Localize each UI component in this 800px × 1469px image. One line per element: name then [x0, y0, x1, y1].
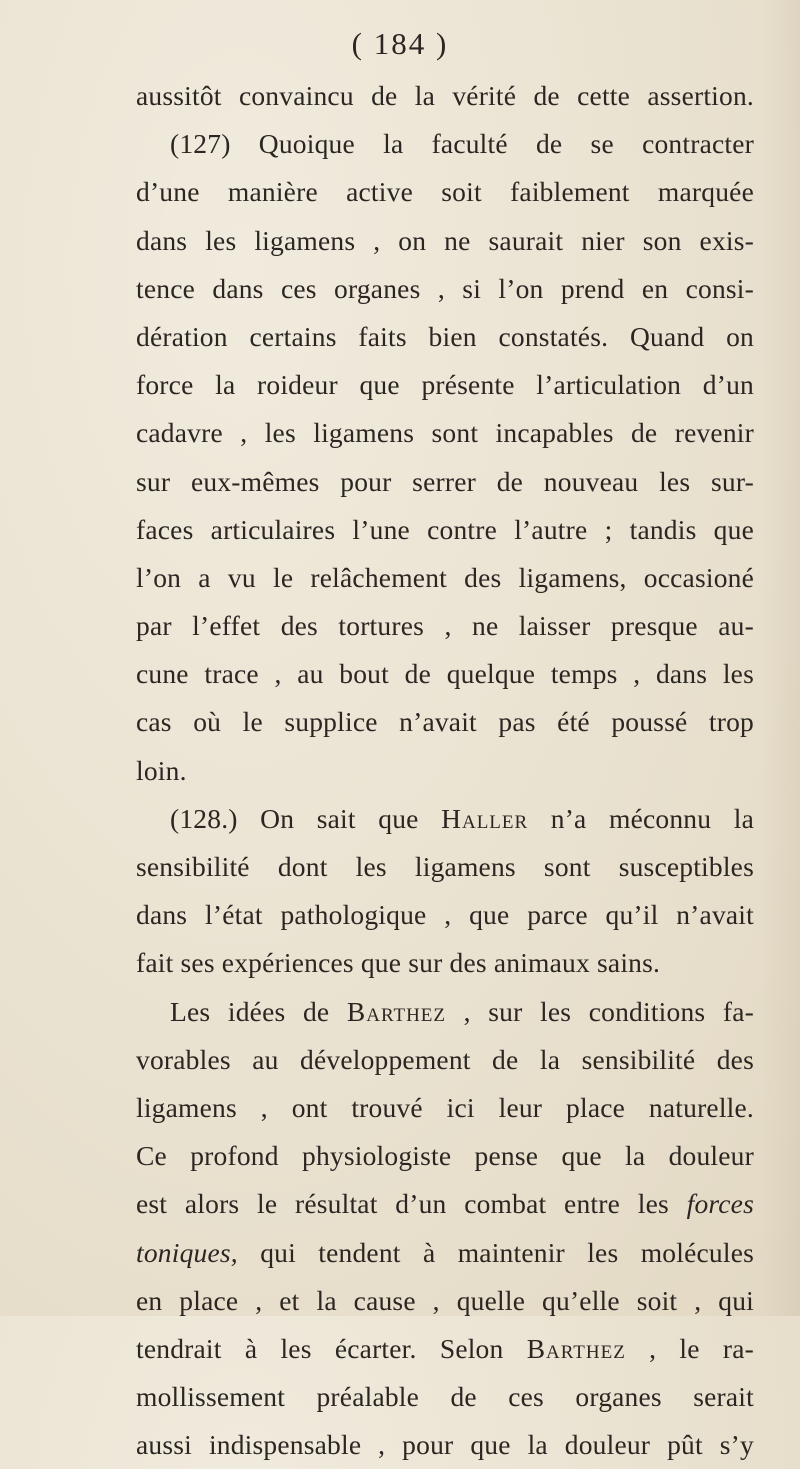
- italic-term: toniques,: [136, 1236, 238, 1268]
- text-line: [136, 795, 754, 843]
- italic-term: forces: [686, 1188, 754, 1220]
- author-name: Haller: [441, 802, 529, 834]
- text-segment: n’a méconnu la: [528, 802, 754, 834]
- text-segment: cune trace , au bout de quelque temps , dans les: [136, 658, 754, 690]
- text-segment: , sur les conditions fa-: [446, 995, 754, 1027]
- author-name: Barthez: [526, 1332, 626, 1364]
- text-segment: sensibilité dont les ligamens sont susceptibles: [136, 851, 754, 882]
- text-line: [136, 506, 754, 554]
- text-line: [136, 939, 754, 987]
- text-segment: dans les ligamens , on ne saurait nier son exis-: [136, 224, 754, 256]
- body-text: [136, 72, 754, 1469]
- text-segment: cas où le supplice n’avait pas été poussé trop: [136, 706, 754, 738]
- text-line: [136, 650, 754, 698]
- text-line: [136, 168, 754, 216]
- text-segment: d’une manière active soit faiblement marquée: [136, 176, 754, 208]
- text-line: [136, 1373, 754, 1421]
- text-line: [136, 361, 754, 409]
- text-line: [136, 554, 754, 602]
- text-line: [136, 265, 754, 313]
- text-line: [136, 409, 754, 457]
- text-segment: l’on a vu le relâchement des ligamens, occasioné: [136, 561, 754, 593]
- page-edge-shadow: [760, 0, 800, 1316]
- author-name: Barthez: [346, 995, 447, 1027]
- text-segment: est alors le résultat d’un combat entre les: [136, 1188, 687, 1220]
- text-line: [136, 1036, 754, 1084]
- text-segment: , le ra-: [625, 1332, 754, 1364]
- text-line: [136, 72, 754, 120]
- text-segment: force la roideur que présente l’articulation d’un: [136, 369, 754, 401]
- text-line: [136, 1421, 754, 1469]
- text-line: [136, 1229, 754, 1277]
- text-line: [136, 602, 754, 650]
- text-line: [136, 1084, 754, 1132]
- text-line: [136, 1180, 754, 1228]
- text-segment: dans l’état pathologique , que parce qu’il n’avait: [136, 899, 754, 931]
- text-line: [136, 747, 754, 795]
- text-segment: faces articulaires l’une contre l’autre ; tandis que: [136, 513, 754, 545]
- text-line: [136, 313, 754, 361]
- text-line: [136, 458, 754, 506]
- text-segment: Les idées de: [170, 995, 347, 1027]
- text-line: [136, 1132, 754, 1180]
- text-line: [136, 120, 754, 168]
- text-line: [136, 1325, 754, 1373]
- text-segment: aussi indispensable , pour que la douleur pût s’y: [136, 1429, 754, 1461]
- text-segment: en place , et la cause , quelle qu’elle soit , qui: [136, 1284, 754, 1316]
- text-line: [136, 843, 754, 891]
- text-segment: loin.: [136, 754, 187, 786]
- text-line: [136, 1277, 754, 1325]
- text-segment: dération certains faits bien constatés. Quand on: [136, 320, 754, 352]
- text-segment: tence dans ces organes , si l’on prend en consi-: [136, 272, 754, 304]
- text-segment: qui tendent à maintenir les molécules: [237, 1236, 754, 1268]
- text-segment: (128.) On sait que: [170, 802, 442, 834]
- page-number: ( 184 ): [351, 26, 449, 61]
- text-line: [136, 891, 754, 939]
- text-segment: ligamens , ont trouvé ici leur place naturelle.: [136, 1091, 754, 1123]
- text-segment: cadavre , les ligamens sont incapables de revenir: [136, 417, 754, 449]
- text-segment: (127) Quoique la faculté de se contracter: [170, 128, 754, 160]
- text-line: [136, 217, 754, 265]
- text-segment: sur eux-mêmes pour serrer de nouveau les sur-: [136, 465, 754, 497]
- text-segment: par l’effet des tortures , ne laisser presque au-: [136, 610, 754, 642]
- text-line: [136, 988, 754, 1036]
- text-line: [136, 698, 754, 746]
- text-segment: fait ses expériences que sur des animaux sains.: [136, 947, 661, 979]
- text-segment: Ce profond physiologiste pense que la douleur: [136, 1140, 754, 1172]
- text-segment: aussitôt convaincu de la vérité de cette assertion.: [136, 80, 754, 111]
- text-segment: mollissement préalable de ces organes serait: [136, 1381, 754, 1413]
- text-segment: tendrait à les écarter. Selon: [136, 1332, 527, 1364]
- text-segment: vorables au développement de la sensibilité des: [136, 1043, 754, 1075]
